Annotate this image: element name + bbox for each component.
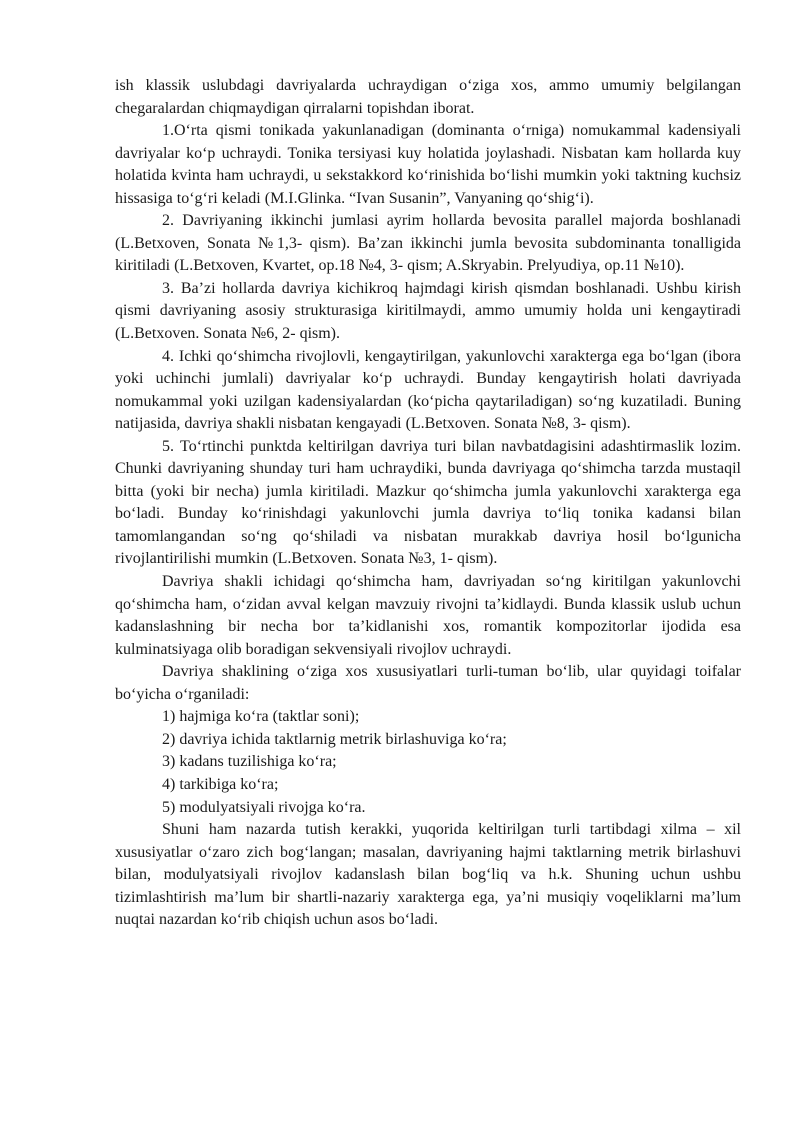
paragraph-continuation: ish klassik uslubdagi davriyalarda uchraydigan o‘ziga xos, ammo umumiy belgilangan chegaralardan chiqmaydigan qirralarni topishdan iborat. <box>115 77 741 117</box>
paragraph-additions: Davriya shakli ichidagi qo‘shimcha ham, davriyadan so‘ng kiritilgan yakunlovchi qo‘shimcha ham, o‘zidan avval kelgan mavzuiy rivojni ta’kidlaydi. Bunda klassik uslub uchun kadanslashning bir necha bor ta’kidlanishi xos, romantik kompozitorlar ijodida esa kulminatsiyaga olib boradigan sekvensiyali rivojlov uchraydi. <box>115 573 741 658</box>
list-item: 5) modulyatsiyali rivojga ko‘ra. <box>162 798 366 816</box>
list-item: 4) tarkibiga ko‘ra; <box>162 775 279 793</box>
paragraph-closing: Shuni ham nazarda tutish kerakki, yuqorida keltirilgan turli tartibdagi xilma – xil xususiyatlar o‘zaro zich bog‘langan; masalan, davriyaning hajmi taktlarning metrik birlashuvi bilan, modulyatsiyali rivojlov kadanslash bilan bog‘liq va h.k. Shuning uchun ushbu tizimlashtirish ma’lum bir shartli-nazariy xarakterga ega, ya’ni musiqiy voqeliklarni ma’lum nuqtai nazardan ko‘rib chiqish uchun asos bo‘ladi. <box>115 821 741 929</box>
paragraph-point-5: 5. To‘rtinchi punktda keltirilgan davriya turi bilan navbatdagisini adashtirmaslik lozim. Chunki davriyaning shunday turi ham uchraydiki, bunda davriyaga qo‘shimcha tarzda mustaqil bitta (yoki bir necha) jumla kiritiladi. Mazkur qo‘shimcha jumla yakunlovchi xarakterga ega bo‘ladi. Bunday ko‘rinishdagi yakunlovchi jumla davriya to‘liq tonika kadansi bilan tamomlangandan so‘ng qo‘shiladi va nisbatan murakkab davriya hosil bo‘lgunicha rivojlantirilishi mumkin (L.Betxoven. Sonata №3, 1- qism). <box>115 437 741 568</box>
paragraph-point-2: 2. Davriyaning ikkinchi jumlasi ayrim hollarda bevosita parallel majorda boshlanadi (L.Betxoven, Sonata №1,3- qism). Ba’zan ikkinchi jumla bevosita subdominanta tonalligida kiritiladi (L.Betxoven, Kvartet, op.18 №4, 3- qism; A.Skryabin. Prelyudiya, op.11 №10). <box>115 212 741 275</box>
list-item: 2) davriya ichida taktlarnig metrik birlashuviga ko‘ra; <box>162 730 507 748</box>
paragraph-point-4: 4. Ichki qo‘shimcha rivojlovli, kengaytirilgan, yakunlovchi xarakterga ega bo‘lgan (ibora yoki uchinchi jumlali) davriyalar ko‘p uchraydi. Bunday kengaytirish holati davriyada nomukammal yoki uzilgan kadensiyalardan (ko‘picha qaytariladigan) so‘ng kuzatiladi. Buning natijasida, davriya shakli nisbatan kengayadi (L.Betxoven. Sonata №8, 3- qism). <box>115 347 741 433</box>
paragraph-point-3: 3. Ba’zi hollarda davriya kichikroq hajmdagi kirish qismdan boshlanadi. Ushbu kirish qismi davriyaning asosiy strukturasiga kiritilmaydi, ammo umumiy holda uni kengaytiradi (L.Betxoven. Sonata №6, 2- qism). <box>115 279 741 343</box>
paragraph-features-intro: Davriya shaklining o‘ziga xos xususiyatlari turli-tuman bo‘lib, ular quyidagi toifalar bo‘yicha o‘rganiladi: <box>115 663 741 703</box>
paragraph-point-1: 1.O‘rta qismi tonikada yakunlanadigan (dominanta o‘rniga) nomukammal kadensiyali davriyalar ko‘p uchraydi. Tonika tersiyasi kuy holatida joylashadi. Nisbatan kam hollarda kuy holatida kvinta ham uchraydi, u sekstakkord ko‘rinishida bo‘lishi mumkin yoki taktning kuchsiz hissasiga to‘g‘ri keladi (M.I.Glinka. “Ivan Susanin”, Vanyaning qo‘shig‘i). <box>115 122 741 207</box>
list-item: 3) kadans tuzilishiga ko‘ra; <box>162 753 337 771</box>
list-item: 1) hajmiga ko‘ra (taktlar soni); <box>162 708 360 726</box>
document-page <box>115 75 741 932</box>
